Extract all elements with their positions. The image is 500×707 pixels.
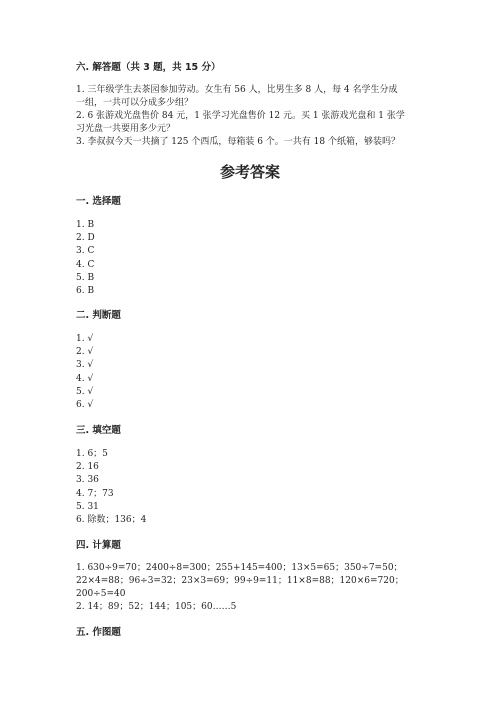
answer-item: 1. B [76,220,95,230]
answer-key-title: 参考答案 [219,163,280,181]
question-line: 一组，一共可以分成多少组？ [76,98,194,108]
section-six-heading: 六. 解答题（共 3 题，共 15 分） [76,62,221,73]
question-line: 2. 6 张游戏光盘售价 84 元，1 张学习光盘售价 12 元。买 1 张游戏光盘和 1 张学 [76,111,405,121]
judge-heading: 二. 判断题 [76,310,121,321]
answer-item: 5. B [76,272,95,283]
answer-line: 200÷5=40 [76,589,126,599]
answer-item: 3. √ [76,360,94,371]
answer-item: 6. B [76,286,95,297]
answer-item: 1. √ [76,334,94,344]
answer-item: 6. 除数；136；4 [76,515,147,526]
answer-item: 2. √ [76,347,94,358]
answer-line: 2. 14；89；52；144；105；60……5 [76,602,237,612]
answer-item: 3. C [76,246,95,257]
answer-line: 22×4=88；96÷3=32；23×3=69；99÷9=11；11×8=88；120×6=720； [76,576,404,586]
judge-answers [76,333,436,412]
answer-line: 1. 630÷9=70；2400÷8=300；255+145=400；13×5=65；350÷7=50； [76,563,403,573]
answer-item: 4. 7；73 [76,488,114,499]
fill-heading: 三. 填空题 [76,425,121,436]
answer-item: 3. 36 [76,475,99,486]
choice-answers [76,219,436,298]
section-six-questions [76,84,436,149]
answer-item: 4. C [76,259,95,270]
question-line: 1. 三年级学生去茶园参加劳动。女生有 56 人，比男生多 8 人，每 4 名学生分成 [76,85,398,95]
answer-item: 4. √ [76,373,94,384]
calc-answers [76,562,436,614]
answer-item: 2. D [76,233,95,244]
answer-item: 6. √ [76,400,94,411]
answer-item: 2. 16 [76,462,99,473]
question-line: 习光盘一共要用多少元？ [76,124,176,134]
answer-item: 5. 31 [76,501,99,512]
question-line: 3. 李叔叔今天一共摘了 125 个西瓜，每箱装 6 个。一共有 18 个纸箱，够装吗？ [76,137,400,147]
draw-heading: 五. 作图题 [76,627,121,638]
answer-item: 1. 6；5 [76,449,108,459]
fill-answers [76,448,436,527]
answer-item: 5. √ [76,386,94,397]
calc-heading: 四. 计算题 [76,540,121,551]
choice-heading: 一. 选择题 [76,196,121,207]
